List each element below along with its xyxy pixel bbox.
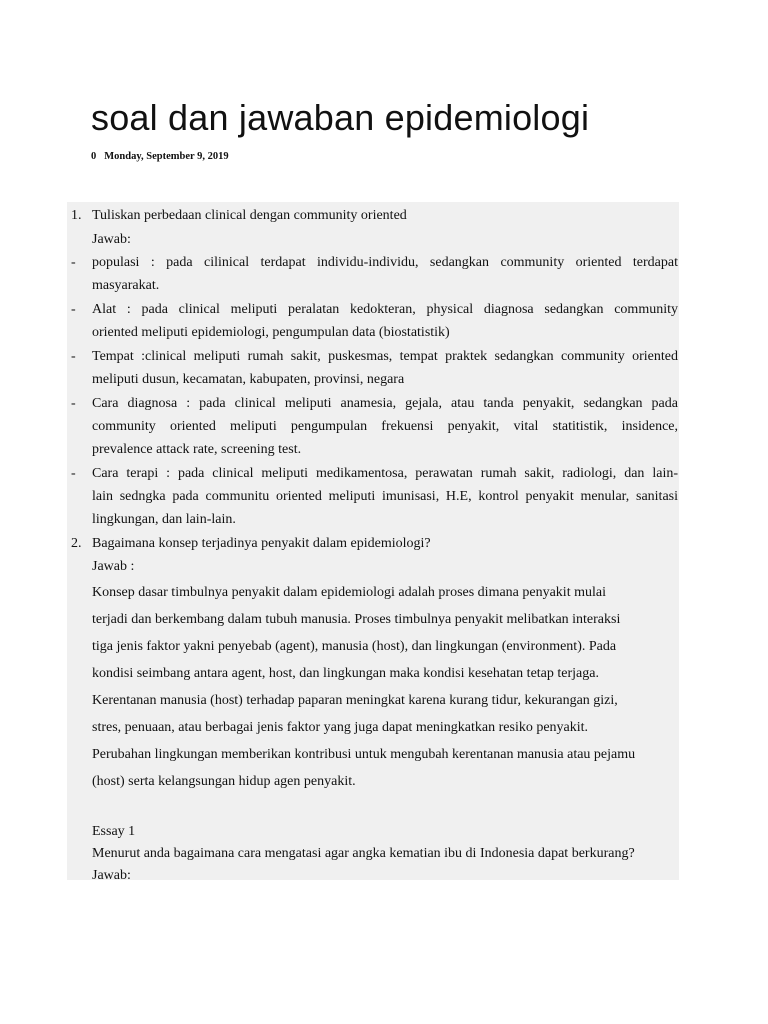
post-date: Monday, September 9, 2019 <box>104 151 229 162</box>
essay-heading: Essay 1 <box>92 824 136 839</box>
point-5-line-3: lingkungan, dan lain-lain. <box>92 512 236 527</box>
answer-2-line-5: Kerentanan manusia (host) terhadap paparan meningkat karena kurang tidur, kekurangan gizi, <box>92 693 618 708</box>
question-1-text: Tuliskan perbedaan clinical dengan community oriented <box>92 208 407 223</box>
post-meta <box>91 151 229 162</box>
page-title: soal dan jawaban epidemiologi <box>91 97 590 138</box>
question-1-answer-label: Jawab: <box>92 232 131 247</box>
question-2-number: 2. <box>71 536 82 551</box>
question-2-answer-label: Jawab : <box>92 559 135 574</box>
essay-answer-label: Jawab: <box>92 868 131 883</box>
answer-2-line-8: (host) serta kelangsungan hidup agen penyakit. <box>92 774 356 789</box>
point-2-line-1: Alat : pada clinical meliputi peralatan kedokteran, physical diagnosa sedangkan community <box>92 302 678 317</box>
point-1-line-1: populasi : pada cilinical terdapat individu-individu, sedangkan community oriented terdapat <box>92 255 678 270</box>
point-4-line-1: Cara diagnosa : pada clinical meliputi anamesia, gejala, atau tanda penyakit, sedangkan pada <box>92 396 678 411</box>
point-5-line-1: Cara terapi : pada clinical meliputi medikamentosa, perawatan rumah sakit, radiologi, dan lain- <box>92 466 678 481</box>
essay-question: Menurut anda bagaimana cara mengatasi agar angka kematian ibu di Indonesia dapat berkurang? <box>92 846 635 861</box>
question-2-text: Bagaimana konsep terjadinya penyakit dalam epidemiologi? <box>92 536 431 551</box>
point-3-line-1: Tempat :clinical meliputi rumah sakit, puskesmas, tempat praktek sedangkan community oriented <box>92 349 678 364</box>
point-4-line-3: prevalence attack rate, screening test. <box>92 442 302 457</box>
bullet-marker: - <box>71 302 76 317</box>
point-5-line-2: lain sedngka pada communitu oriented meliputi imunisasi, H.E, kontrol penyakit menular, sanitasi <box>92 489 678 504</box>
point-2-line-2: oriented meliputi epidemiologi, pengumpulan data (biostatistik) <box>92 325 450 340</box>
document-content <box>67 202 679 883</box>
answer-2-line-6: stres, penuaan, atau berbagai jenis faktor yang juga dapat meningkatkan resiko penyakit. <box>92 720 589 735</box>
point-3-line-2: meliputi dusun, kecamatan, kabupaten, provinsi, negara <box>92 372 405 387</box>
answer-2-line-4: kondisi seimbang antara agent, host, dan lingkungan maka kondisi kesehatan tetap terjaga. <box>92 666 599 681</box>
bullet-marker: - <box>71 349 76 364</box>
comment-count: 0 <box>91 151 97 162</box>
point-4-line-2: community oriented meliputi pengumpulan frekuensi penyakit, vital statitistik, insidence, <box>92 419 678 434</box>
answer-2-line-1: Konsep dasar timbulnya penyakit dalam epidemiologi adalah proses dimana penyakit mulai <box>92 585 606 600</box>
bullet-marker: - <box>71 255 76 270</box>
answer-2-line-3: tiga jenis faktor yakni penyebab (agent), manusia (host), dan lingkungan (environment). Pada <box>92 639 617 654</box>
bullet-marker: - <box>71 396 76 411</box>
answer-2-line-2: terjadi dan berkembang dalam tubuh manusia. Proses timbulnya penyakit melibatkan interaksi <box>92 612 621 627</box>
bullet-marker: - <box>71 466 76 481</box>
answer-2-line-7: Perubahan lingkungan memberikan kontribusi untuk mengubah kerentanan manusia atau pejamu <box>92 747 636 762</box>
question-1-number: 1. <box>71 208 82 223</box>
point-1-line-2: masyarakat. <box>92 278 160 293</box>
